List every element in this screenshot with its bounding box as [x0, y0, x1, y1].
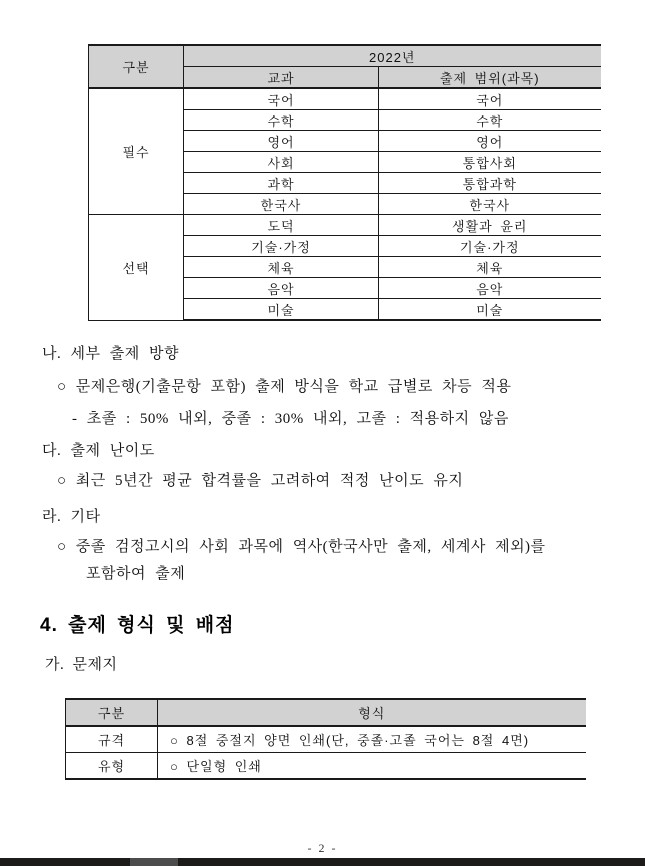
dash-line: - 초졸 : 50% 내외, 중졸 : 30% 내외, 고졸 : 적용하지 않음: [72, 411, 509, 427]
cell-scope: 음악: [379, 278, 601, 299]
section4-subheading: 가. 문제지: [45, 657, 118, 673]
group-label-required: 필수: [89, 88, 184, 215]
cell-subject: 도덕: [184, 215, 379, 236]
cell-scope: 국어: [379, 88, 601, 110]
section-heading-ra: 라. 기타: [42, 509, 101, 525]
group-label-elective: 선택: [89, 215, 184, 321]
header-cell-year: 2022년: [184, 45, 601, 67]
header-cell-category: 구분: [66, 699, 158, 726]
cell-subject: 과학: [184, 173, 379, 194]
cell-label: 유형: [66, 753, 158, 780]
header-cell-subject: 교과: [184, 67, 379, 89]
cell-subject: 영어: [184, 131, 379, 152]
cell-subject: 사회: [184, 152, 379, 173]
section4-heading: 4. 출제 형식 및 배점: [40, 615, 235, 636]
cell-scope: 생활과 윤리: [379, 215, 601, 236]
cell-scope: 체육: [379, 257, 601, 278]
cell-scope: 수학: [379, 110, 601, 131]
page-number: - 2 -: [307, 841, 338, 855]
bullet-line: ○ 중졸 검정고시의 사회 과목에 역사(한국사만 출제, 세계사 제외)를: [57, 539, 546, 555]
cell-scope: 통합과학: [379, 173, 601, 194]
cell-scope: 한국사: [379, 194, 601, 215]
cell-label: 규격: [66, 726, 158, 753]
header-cell-scope: 출제 범위(과목): [379, 67, 601, 89]
cell-scope: 미술: [379, 299, 601, 321]
cell-subject: 한국사: [184, 194, 379, 215]
table-row: [66, 753, 586, 780]
bullet-line: ○ 최근 5년간 평균 합격률을 고려하여 적정 난이도 유지: [57, 473, 464, 489]
section-heading-na: 나. 세부 출제 방향: [42, 346, 179, 362]
horizontal-scrollbar[interactable]: [0, 858, 645, 866]
bullet-line: ○ 문제은행(기출문항 포함) 출제 방식을 학교 급별로 차등 적용: [57, 379, 512, 395]
cell-scope: 기술·가정: [379, 236, 601, 257]
table-row: [89, 215, 601, 236]
cell-value: ○ 단일형 인쇄: [158, 753, 586, 780]
table-row: [89, 88, 601, 110]
cell-subject: 기술·가정: [184, 236, 379, 257]
cell-subject: 국어: [184, 88, 379, 110]
table-header-row: [66, 699, 586, 726]
cell-scope: 영어: [379, 131, 601, 152]
header-cell-category: 구분: [89, 45, 184, 88]
section-heading-da: 다. 출제 난이도: [42, 443, 155, 459]
cell-subject: 수학: [184, 110, 379, 131]
scrollbar-thumb[interactable]: [130, 858, 178, 866]
cell-subject: 음악: [184, 278, 379, 299]
format-table: [65, 698, 585, 780]
header-cell-format: 형식: [158, 699, 586, 726]
subject-table: [88, 44, 600, 321]
bullet-line-continued: 포함하여 출제: [86, 566, 186, 582]
cell-subject: 미술: [184, 299, 379, 321]
cell-subject: 체육: [184, 257, 379, 278]
table-header-row: [89, 45, 601, 67]
cell-scope: 통합사회: [379, 152, 601, 173]
table-row: [66, 726, 586, 753]
cell-value: ○ 8절 중절지 양면 인쇄(단, 중졸·고졸 국어는 8절 4면): [158, 726, 586, 753]
